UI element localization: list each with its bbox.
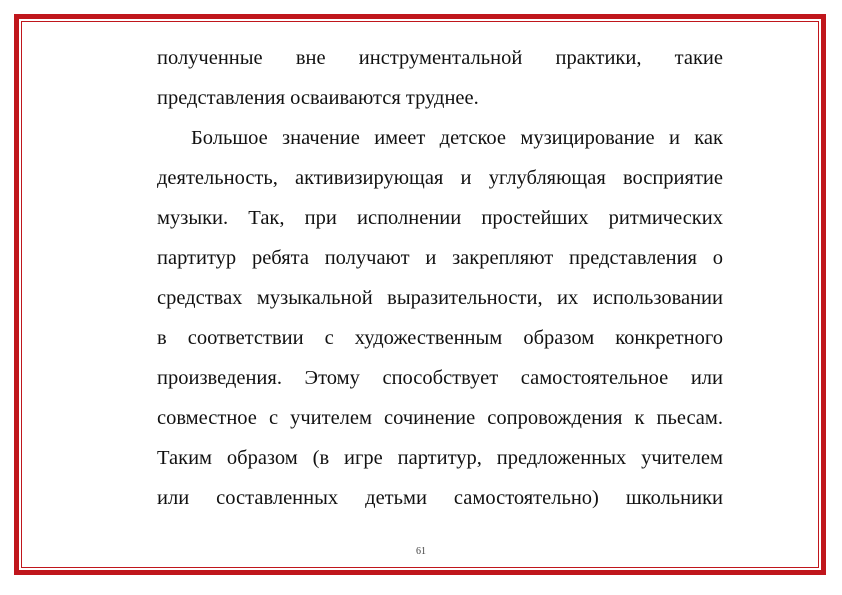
text-line: Таким образом (в игре партитур, предложенных учителем <box>157 447 723 469</box>
text-line: представления осваиваются труднее. <box>157 87 479 109</box>
page-number: 61 <box>416 546 426 557</box>
text-line: или составленных детьми самостоятельно) школьники <box>157 487 723 509</box>
body-text <box>157 38 723 518</box>
text-line: совместное с учителем сочинение сопровождения к пьесам. <box>157 407 723 429</box>
text-line: произведения. Этому способствует самостоятельное или <box>157 367 723 389</box>
text-line: музыки. Так, при исполнении простейших ритмических <box>157 207 723 229</box>
text-line: полученные вне инструментальной практики, такие <box>157 47 723 69</box>
text-line: в соответствии с художественным образом конкретного <box>157 327 723 349</box>
text-line: деятельность, активизирующая и углубляющая восприятие <box>157 167 723 189</box>
text-line: партитур ребята получают и закрепляют представления о <box>157 247 723 269</box>
text-line: Большое значение имеет детское музицирование и как <box>191 127 723 149</box>
text-line: средствах музыкальной выразительности, их использовании <box>157 287 723 309</box>
